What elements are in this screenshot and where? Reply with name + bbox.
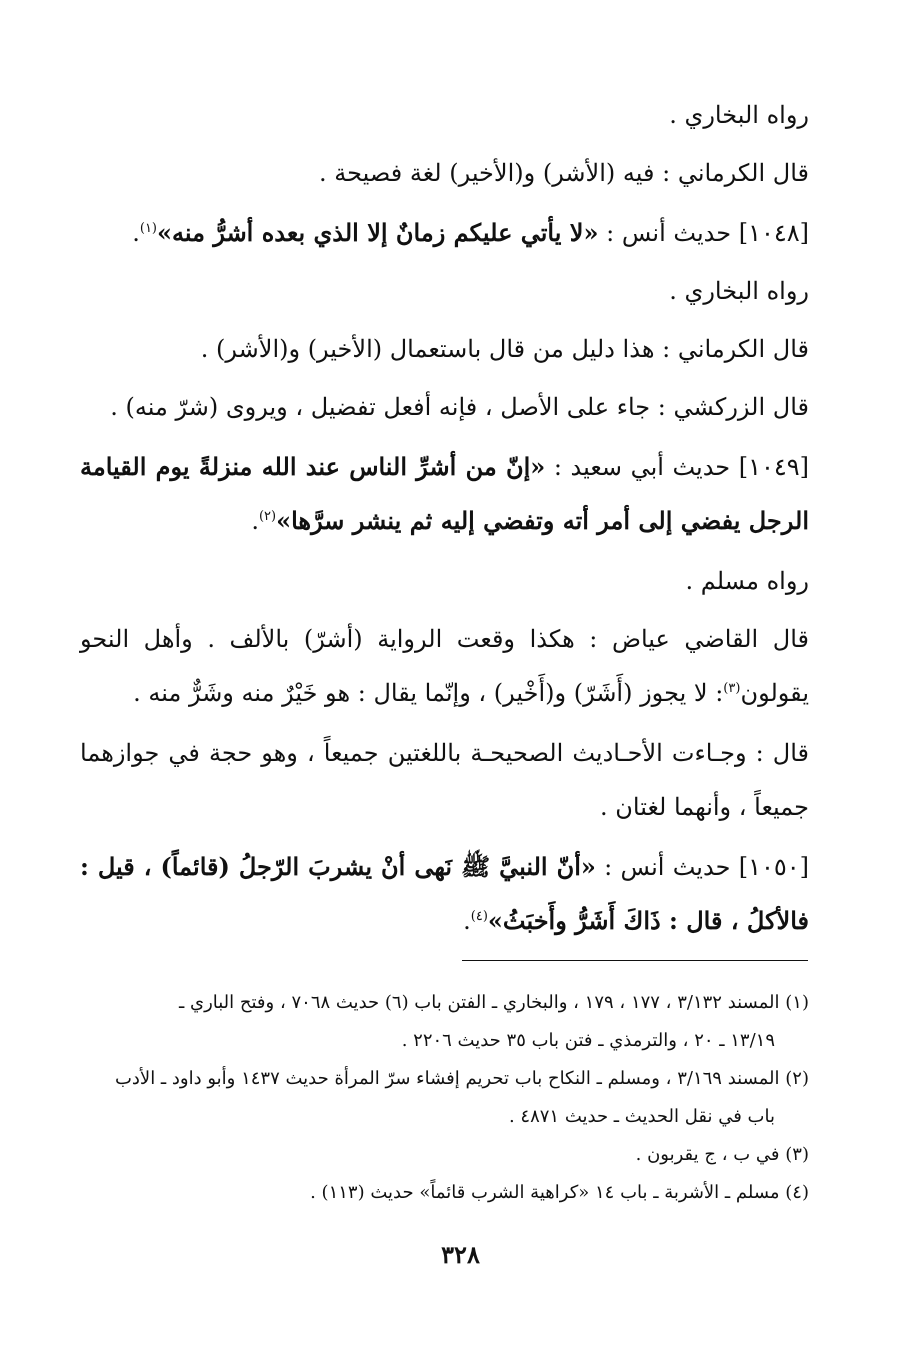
footnote-ref: (٢) xyxy=(258,509,277,524)
main-text xyxy=(80,88,809,952)
footnotes xyxy=(85,984,809,1212)
paragraph-8: رواه مسلم . xyxy=(685,567,809,595)
footnote-3: (٣) في ب ، ج يقربون . xyxy=(635,1144,809,1165)
hadith-1049: [١٠٤٩] حديث أبي سعيد : «إنّ من أشرِّ الناس عند الله منزلةً يوم القيامة الرجل يفضي إلى أمر أته وتفضي إليه ثم ينشر سرَّها»$^{(٢)}$. xyxy=(80,452,809,535)
footnote-ref: (٣) xyxy=(723,681,741,696)
paragraph-6: قال الزركشي : جاء على الأصل ، فإنه أفعل تفضيل ، ويروى (شرّ منه) . xyxy=(110,393,809,421)
paragraph-1: رواه البخاري . xyxy=(669,101,809,129)
paragraph-2: قال الكرماني : فيه (الأشر) و(الأخير) لغة فصيحة . xyxy=(319,159,809,187)
paragraph-5: قال الكرماني : هذا دليل من قال باستعمال (الأخير) و(الأشر) . xyxy=(200,335,809,363)
paragraph-4: رواه البخاري . xyxy=(669,277,809,305)
paragraph-9: قال القاضي عياض : هكذا وقعت الرواية (أشرّ) بالألف . وأهل النحو يقولون$^{(٣)}$: لا يجوز (أَشَرّ) و(أَخْير) ، وإنّما يقال : هو خَيْرٌ منه وشَرٌّ منه . xyxy=(80,625,809,707)
footnote-2: (٢) المسند ٣/١٦٩ ، ومسلم ـ النكاح باب تحريم إفشاء سرّ المرأة حديث ١٤٣٧ وأبو داود ـ الأدب باب في نقل الحديث ـ حديث ٤٨٧١ . xyxy=(114,1068,809,1127)
hadith-text: «لا يأتي عليكم زمانٌ إلا الذي بعده أشرُّ منه» xyxy=(157,218,599,247)
hadith-text: «إنّ من أشرِّ الناس عند الله منزلةً يوم القيامة الرجل يفضي إلى أمر أته وتفضي إليه ثم ينشر سرَّها» xyxy=(80,452,809,535)
page-number: ٣٢٨ xyxy=(441,1240,480,1269)
footnote-1: (١) المسند ٣/١٣٢ ، ١٧٧ ، ١٧٩ ، والبخاري ـ الفتن باب (٦) حديث ٧٠٦٨ ، وفتح الباري ـ ١٣/١٩ ـ ٢٠ ، والترمذي ـ فتن باب ٣٥ حديث ٢٢٠٦ . xyxy=(178,992,809,1051)
hadith-1050: [١٠٥٠] حديث أنس : «أنّ النبيَّ ﷺ نَهى أنْ يشربَ الرّجلُ (قائماً) ، قيل : فالأكلُ ، قال : ذَاكَ أَشَرُّ وأَخبَثُ»$^{(٤)}$. xyxy=(80,852,810,935)
hadith-text: «أنّ النبيَّ ﷺ نَهى أنْ يشربَ الرّجلُ (قائماً) ، قيل : فالأكلُ ، قال : ذَاكَ أَشَرُّ وأَخبَثُ» xyxy=(80,852,809,935)
footnote-4: (٤) مسلم ـ الأشربة ـ باب ١٤ «كراهية الشرب قائماً» حديث (١١٣) . xyxy=(310,1182,809,1203)
footnote-ref: (١) xyxy=(139,221,157,236)
hadith-1048: [١٠٤٨] حديث أنس : «لا يأتي عليكم زمانٌ إلا الذي بعده أشرُّ منه»$^{(١)}$. xyxy=(132,218,809,247)
footnote-ref: (٤) xyxy=(470,909,488,924)
paragraph-10: قال : وجـاءت الأحـاديث الصحيحـة باللغتين جميعاً ، وهو حجة في جوازهما جميعاً ، وأنهما لغتان . xyxy=(80,739,809,821)
footnote-divider xyxy=(462,960,808,961)
